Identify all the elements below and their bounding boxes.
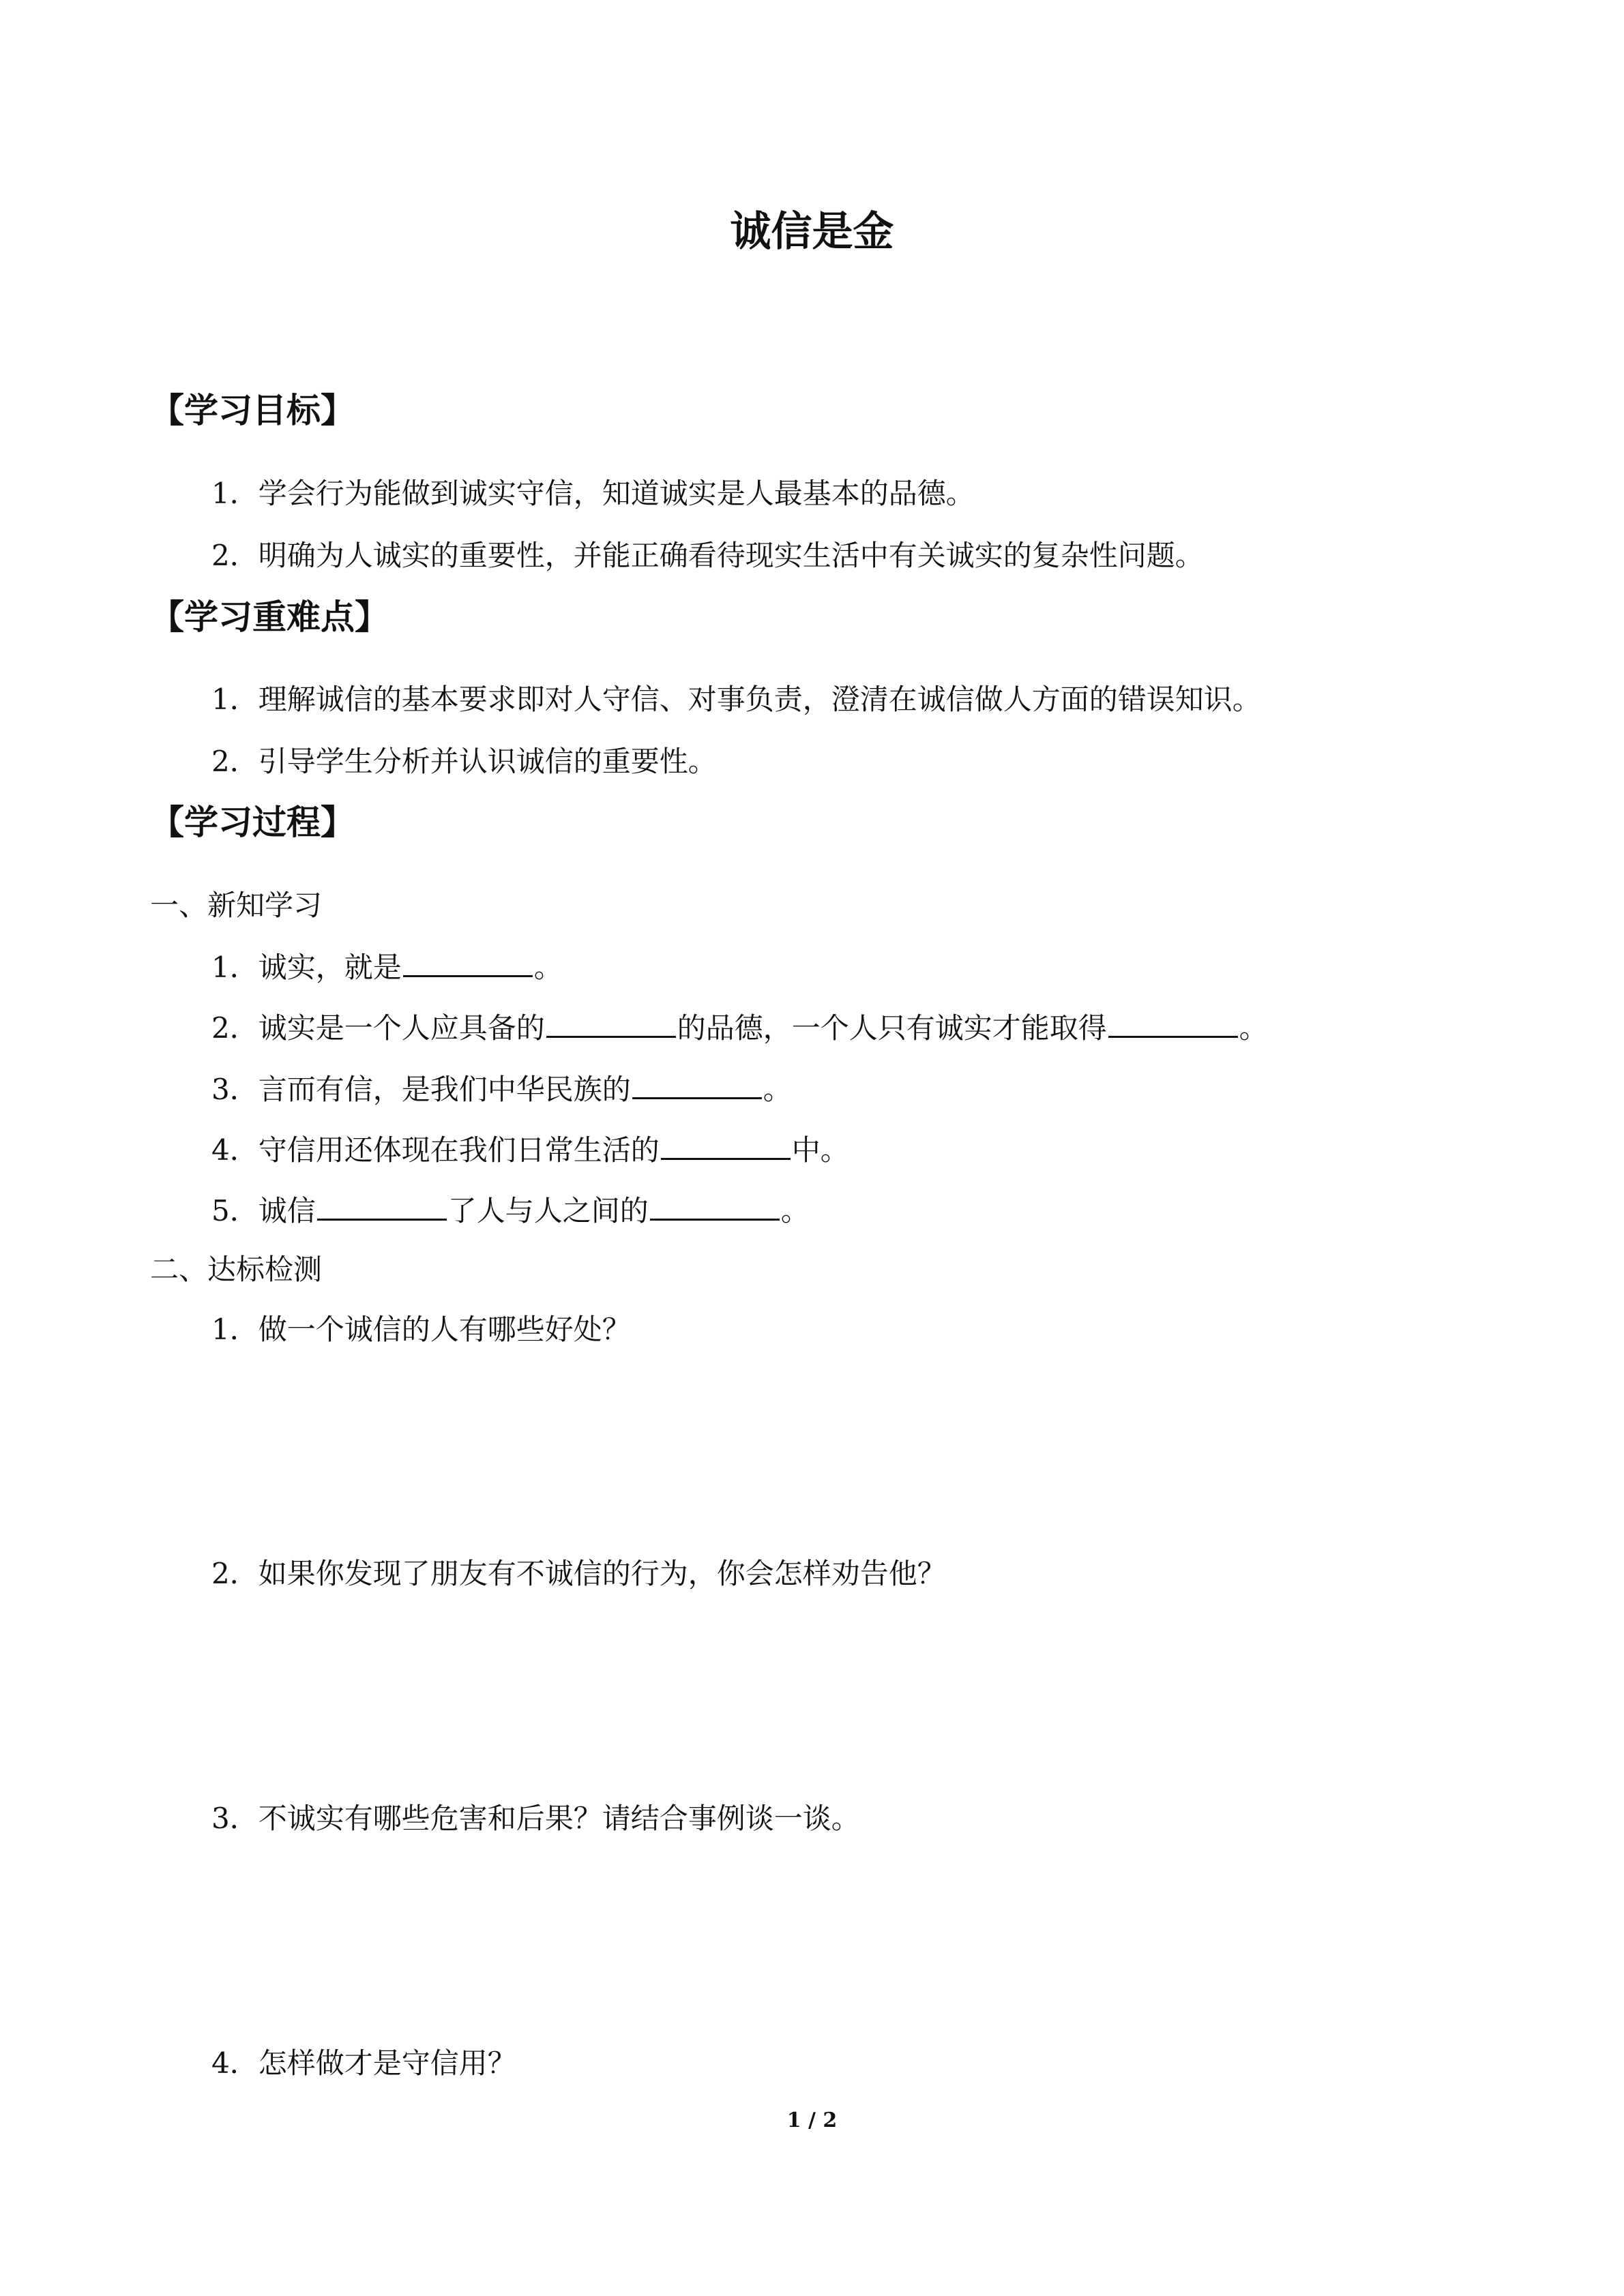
fill-question-3: [211, 1067, 792, 1110]
assessment-question-4: 4．怎样做才是守信用？: [211, 2046, 516, 2080]
section-heading-key-points: 【学习重难点】: [150, 597, 389, 637]
answer-blank[interactable]: [632, 1067, 762, 1099]
fill-question-2-text-a: 2．诚实是一个人应具备的: [211, 1011, 545, 1045]
fill-question-4: [211, 1128, 849, 1171]
answer-blank[interactable]: [661, 1128, 791, 1160]
fill-question-2-text-c: 。: [1239, 1011, 1268, 1045]
fill-question-4-text-b: 中。: [791, 1133, 849, 1167]
assessment-question-1: 1．做一个诚信的人有哪些好处？: [211, 1313, 631, 1346]
objective-item-2: 2．明确为人诚实的重要性，并能正确看待现实生活中有关诚实的复杂性问题。: [211, 539, 1204, 572]
fill-question-1-text-a: 1．诚实，就是: [211, 951, 402, 984]
subheading-assessment: 二、达标检测: [150, 1253, 323, 1286]
section-heading-objectives: 【学习目标】: [150, 391, 355, 430]
subheading-new-knowledge: 一、新知学习: [150, 889, 323, 922]
fill-question-5-text-a: 5．诚信: [211, 1194, 316, 1227]
page-title: 诚信是金: [730, 208, 894, 256]
fill-question-5-text-b: 了人与人之间的: [447, 1194, 649, 1227]
key-point-item-1: 1．理解诚信的基本要求即对人守信、对事负责，澄清在诚信做人方面的错误知识。: [211, 683, 1261, 716]
fill-question-2-text-b: 的品德，一个人只有诚实才能取得: [677, 1011, 1107, 1045]
assessment-question-3: 3．不诚实有哪些危害和后果？请结合事例谈一谈。: [211, 1802, 860, 1835]
section-heading-process: 【学习过程】: [150, 803, 355, 842]
answer-blank[interactable]: [317, 1189, 447, 1221]
answer-blank[interactable]: [650, 1189, 780, 1221]
fill-question-4-text-a: 4．守信用还体现在我们日常生活的: [211, 1133, 660, 1167]
fill-question-1: [211, 945, 563, 988]
answer-blank[interactable]: [1108, 1006, 1238, 1038]
objective-item-1: 1．学会行为能做到诚实守信，知道诚实是人最基本的品德。: [211, 477, 975, 510]
answer-blank[interactable]: [546, 1006, 676, 1038]
key-point-item-2: 2．引导学生分析并认识诚信的重要性。: [211, 745, 717, 778]
assessment-question-2: 2．如果你发现了朋友有不诚信的行为，你会怎样劝告他？: [211, 1557, 946, 1590]
answer-blank[interactable]: [403, 945, 533, 977]
fill-question-3-text-b: 。: [763, 1073, 792, 1106]
page-number: 1 / 2: [786, 2108, 838, 2132]
fill-question-1-text-b: 。: [533, 951, 563, 984]
fill-question-3-text-a: 3．言而有信，是我们中华民族的: [211, 1073, 631, 1106]
fill-question-2: [211, 1006, 1268, 1049]
fill-question-5: [211, 1189, 810, 1232]
fill-question-5-text-c: 。: [780, 1194, 810, 1227]
